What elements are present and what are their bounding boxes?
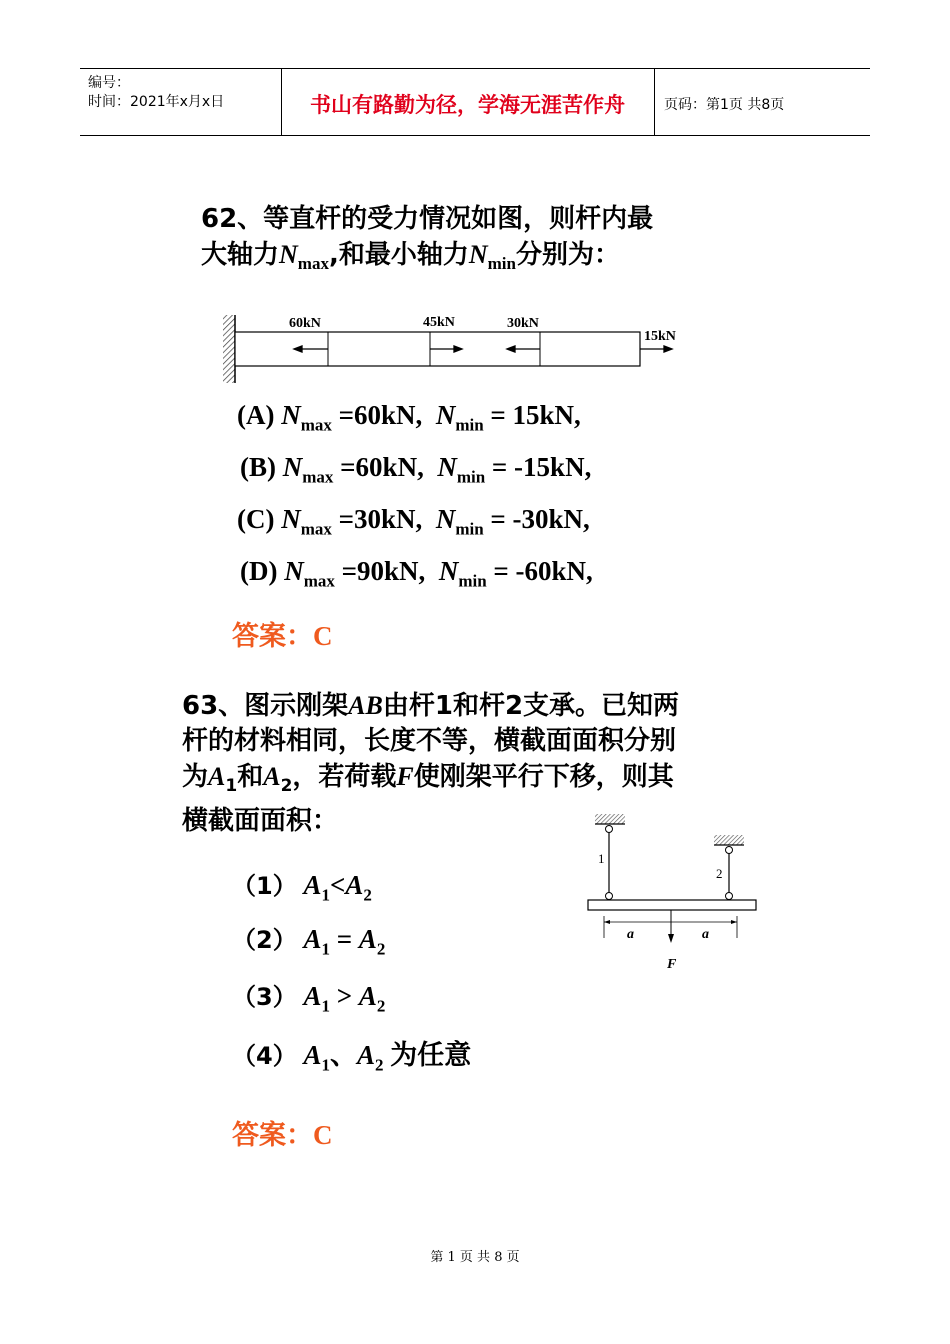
- doc-number-label: 编号：: [88, 75, 130, 91]
- page-header: [80, 68, 870, 136]
- label-45kN: 45kN: [423, 315, 455, 330]
- q62-option-d[interactable]: (D) $N_{max} =90kN$, $N_{min} = -60kN$,: [240, 556, 593, 591]
- header-motto: 书山有路勤为径，学海无涯苦作舟: [310, 93, 625, 117]
- support-1: [595, 814, 625, 824]
- doc-time-label: 时间：2021年x月x日: [88, 94, 225, 110]
- q62-answer: 答案：C: [232, 621, 333, 652]
- rod-2-label: 2: [716, 866, 723, 881]
- fixed-wall: [223, 315, 235, 383]
- q62-stem: [201, 202, 653, 281]
- load-label: F: [667, 957, 677, 972]
- header-page-cell: [655, 69, 870, 135]
- q62-option-c[interactable]: (C) $N_{max} =30kN$, $N_{min} = -30kN$,: [237, 504, 590, 539]
- rod-1-label: 1: [598, 851, 605, 866]
- q63-option-1[interactable]: （1） $A_1<A_2$: [232, 870, 372, 905]
- q62-line1: 62、等直杆的受力情况如图，则杆内最: [201, 204, 654, 234]
- q63-answer: 答案：C: [232, 1120, 333, 1151]
- label-60kN: 60kN: [289, 316, 321, 331]
- q63-frame-figure: [580, 810, 770, 980]
- q62-bar-figure: [220, 310, 700, 390]
- q63-line1: 63、图示刚架AB由杆1和杆2支承。已知两: [182, 691, 680, 721]
- dim-a-right: a: [702, 927, 709, 942]
- q63-line4: 横截面面积：: [182, 806, 339, 837]
- q63-line3: 为$A_1$和$A_2$，若荷载F使刚架平行下移，则其: [182, 762, 674, 797]
- rigid-beam: [588, 900, 756, 910]
- label-30kN: 30kN: [507, 316, 539, 331]
- q63-line2: 杆的材料相同，长度不等，横截面面积分别: [182, 726, 677, 756]
- page-footer: 第 1 页 共 8 页: [430, 1250, 520, 1265]
- q63-option-4[interactable]: （4） $A_1$、$A_2$ 为任意: [232, 1040, 472, 1075]
- support-2: [714, 835, 744, 845]
- header-motto-cell: [281, 69, 655, 135]
- label-15kN: 15kN: [644, 329, 676, 344]
- arrow-15kN: [640, 346, 672, 352]
- q62-option-a[interactable]: (A) $N_{max} =60kN$, $N_{min} = 15kN$,: [237, 400, 581, 435]
- q62-option-b[interactable]: (B) $N_{max} =60kN$, $N_{min} = -15kN$,: [240, 452, 592, 487]
- q63-option-2[interactable]: （2） $A_1 = A_2$: [232, 924, 386, 959]
- dim-a-left: a: [627, 927, 634, 942]
- q62-line2: 大轴力$N_{max}$,和最小轴力$N_{min}$分别为：: [201, 240, 620, 274]
- q63-option-3[interactable]: （3） $A_1 > A_2$: [232, 981, 386, 1016]
- header-page-number: 页码：第1页 共8页: [664, 97, 785, 113]
- header-meta: [80, 69, 282, 135]
